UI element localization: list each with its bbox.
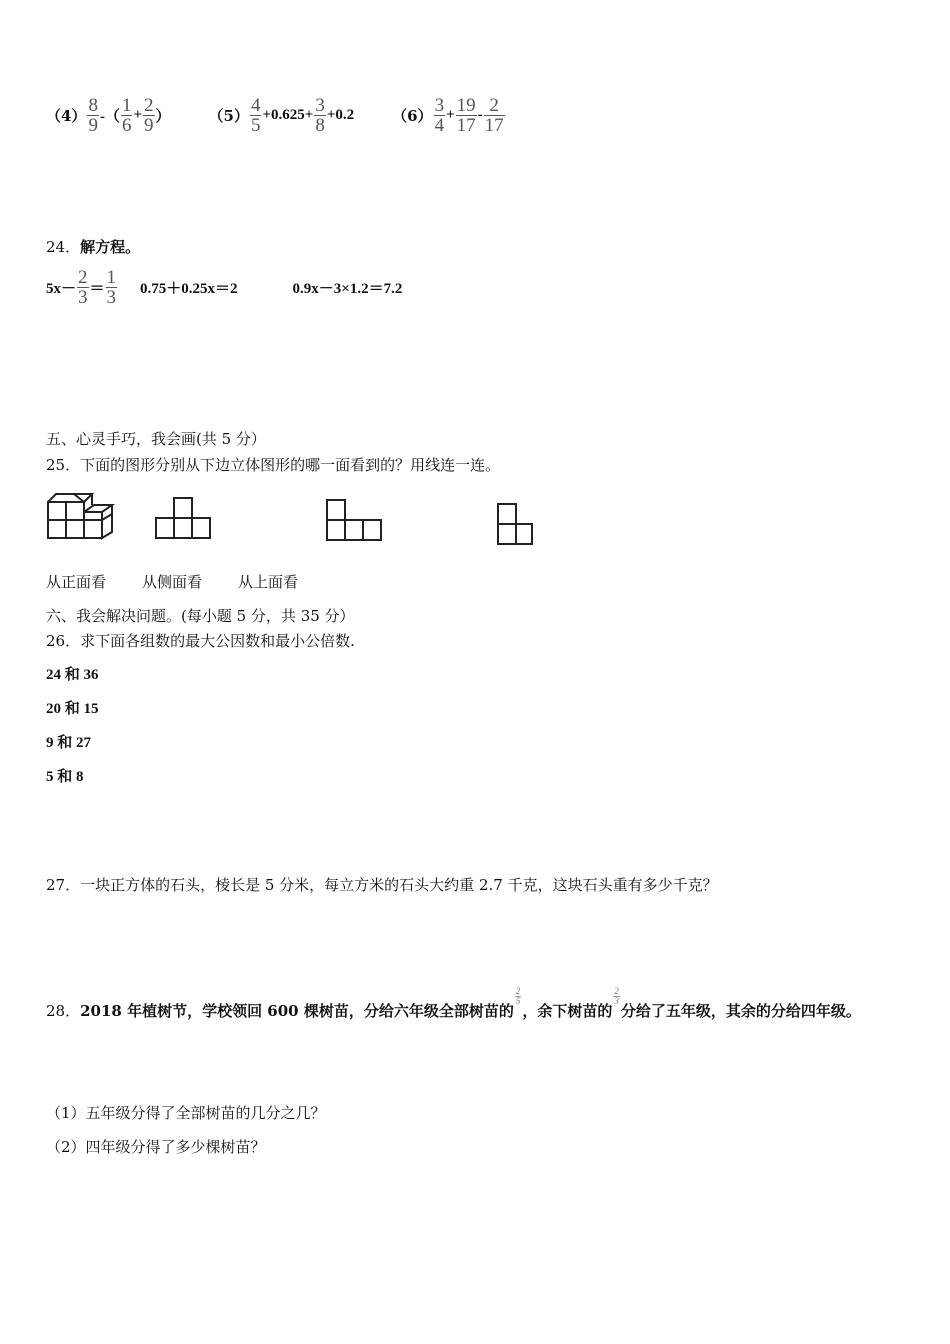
question-27 xyxy=(46,874,718,895)
expr-6: （6） $\frac{3}{4}$ + $\frac{19}{17}$ - $\frac{2}{17}$ xyxy=(392,95,504,136)
question-28 xyxy=(46,986,861,1021)
question-28-sub-2: （2）四年级分得了多少棵树苗？ xyxy=(46,1138,266,1156)
solid-cube-front-3 xyxy=(84,520,102,538)
question-24 xyxy=(46,236,140,257)
number-pair-1: 24 和 36 xyxy=(46,667,99,683)
view-label-side: 从侧面看 xyxy=(142,573,203,591)
question-28-sub-1: （1）五年级分得了全部树苗的几分之几？ xyxy=(46,1104,326,1122)
expr-5-frac-2: $\frac{3}{8}$ xyxy=(315,95,325,136)
question-28-number: 28． xyxy=(46,1002,81,1020)
view-3-cell-2 xyxy=(498,524,516,544)
expr-4-frac-3: $\frac{2}{9}$ xyxy=(144,95,154,136)
expr-4-frac-2: $\frac{1}{6}$ xyxy=(121,95,132,136)
equation-1-frac-2: $\frac{1}{3}$ xyxy=(106,267,117,308)
expression-row xyxy=(46,96,506,135)
question-24-title: 解方程。 xyxy=(80,238,141,256)
section-6-title: 六、我会解决问题。(每小题 5 分，共 35 分） xyxy=(46,607,355,625)
expr-6-label: （6） xyxy=(392,107,433,125)
view-2-cell-1 xyxy=(327,500,345,520)
solid-right-top xyxy=(84,505,112,512)
view-1-cell-3 xyxy=(192,518,210,538)
question-26 xyxy=(46,630,355,651)
view-label-front: 从正面看 xyxy=(46,573,107,591)
question-27-number: 27． xyxy=(46,876,81,894)
view-2-cell-2 xyxy=(327,520,345,540)
question-25-number: 25． xyxy=(46,456,81,474)
solid-figure xyxy=(46,490,118,542)
number-pair-2: 20 和 15 xyxy=(46,701,99,717)
view-1-cell-2 xyxy=(174,518,192,538)
question-27-text: 一块正方体的石头，棱长是 5 分米，每立方米的石头大约重 2.7 千克，这块石头重有多少千克？ xyxy=(80,876,718,894)
equation-1: 5x－ $\frac{2}{3}$ ＝ $\frac{1}{3}$ xyxy=(46,267,117,308)
solid-cube-front-1 xyxy=(48,520,66,538)
solid-cube-top-1 xyxy=(48,502,66,520)
solid-cube-front-2 xyxy=(66,520,84,538)
view-label-top: 从上面看 xyxy=(238,573,299,591)
question-25-text: 下面的图形分别从下边立体图形的哪一面看到的？用线连一连。 xyxy=(80,456,501,474)
question-26-number: 26． xyxy=(46,632,81,650)
number-pair-3: 9 和 27 xyxy=(46,735,92,751)
view-3-cell-3 xyxy=(516,524,532,544)
equation-2: 0.75＋0.25x＝2 xyxy=(140,281,238,297)
view-2-cell-3 xyxy=(345,520,363,540)
equation-3: 0.9x－3×1.2＝7.2 xyxy=(292,281,403,297)
solid-top-edge xyxy=(48,494,84,502)
equation-row xyxy=(46,268,402,307)
expr-5-label: （5） xyxy=(208,107,249,125)
view-shape-1 xyxy=(154,496,214,542)
view-shape-3 xyxy=(496,502,538,548)
solid-cube-top-2 xyxy=(66,502,84,520)
expr-6-frac-2: $\frac{19}{17}$ xyxy=(456,95,476,136)
expr-6-frac-3: $\frac{2}{17}$ xyxy=(484,95,504,136)
question-28-part-1: 2018 年植树节，学校领回 600 棵树苗，分给六年级全部树苗的 xyxy=(80,1002,514,1020)
question-24-number: 24． xyxy=(46,238,81,256)
question-26-text: 求下面各组数的最大公因数和最小公倍数. xyxy=(80,632,355,650)
question-25 xyxy=(46,454,500,475)
question-28-frac-2: $\frac{2}{3}$ xyxy=(614,986,619,1006)
question-28-part-3: 分给了五年级，其余的分给四年级。 xyxy=(620,1002,861,1020)
view-1-cell-4 xyxy=(174,498,192,518)
view-shape-2 xyxy=(325,498,385,544)
solid-right-line xyxy=(102,514,112,520)
expr-4: （4） $\frac{8}{9}$ -（ $\frac{1}{6}$ + $\frac{2}{9}$ ） xyxy=(46,95,171,136)
view-3-cell-1 xyxy=(498,504,516,524)
expr-5-frac-1: $\frac{4}{5}$ xyxy=(250,95,261,136)
expr-4-frac-1: $\frac{8}{9}$ xyxy=(88,95,98,136)
section-5-title: 五、心灵手巧，我会画(共 5 分） xyxy=(46,430,266,448)
expr-6-frac-1: $\frac{3}{4}$ xyxy=(434,95,445,136)
question-28-frac-1: $\frac{2}{5}$ xyxy=(515,986,521,1006)
question-28-part-2: ，余下树苗的 xyxy=(522,1002,613,1020)
expr-4-label: （4） xyxy=(46,107,87,125)
equation-1-frac-1: $\frac{2}{3}$ xyxy=(78,267,88,308)
view-1-cell-1 xyxy=(156,518,174,538)
number-pair-4: 5 和 8 xyxy=(46,769,84,785)
expr-5: （5） $\frac{4}{5}$ +0.625+ $\frac{3}{8}$ +0.2 xyxy=(208,95,355,136)
view-2-cell-4 xyxy=(363,520,381,540)
